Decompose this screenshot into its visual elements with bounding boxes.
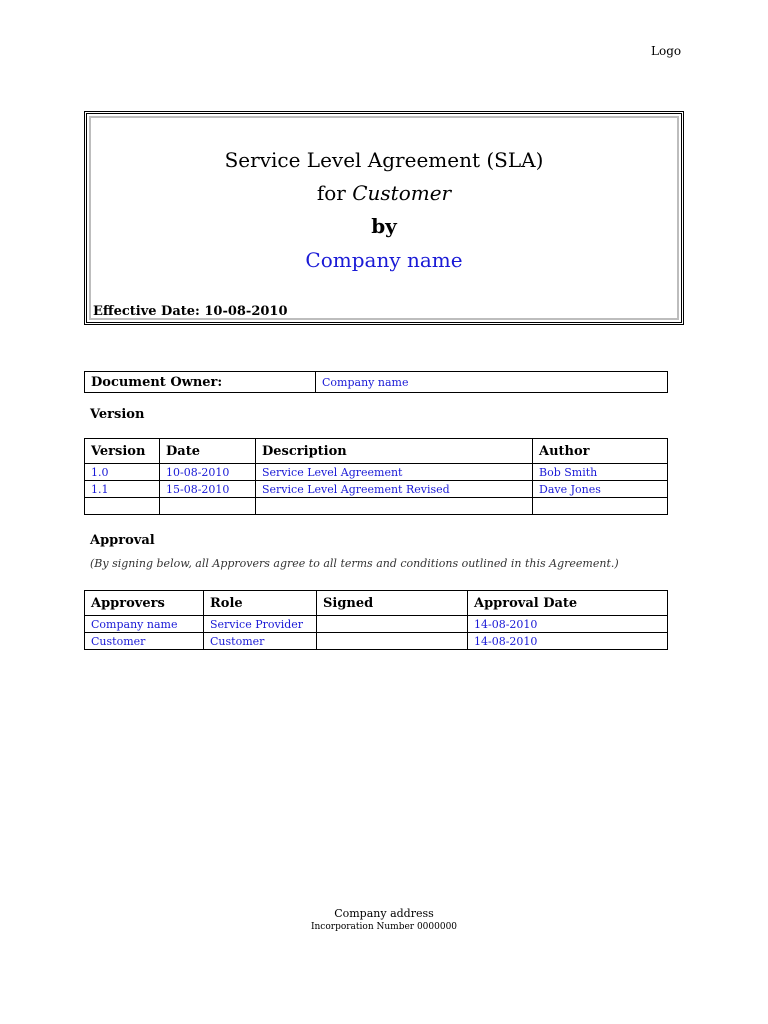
column-header: Date	[160, 439, 256, 464]
owner-value: Company name	[316, 372, 668, 393]
table-cell: Company name	[85, 616, 204, 633]
approval-table	[84, 590, 668, 650]
table-row	[85, 498, 668, 515]
table-cell: Customer	[85, 633, 204, 650]
document-title: Service Level Agreement (SLA)	[224, 148, 544, 172]
column-header: Approval Date	[468, 591, 668, 616]
column-header: Approvers	[85, 591, 204, 616]
table-cell: 1.0	[85, 464, 160, 481]
table-header-row	[85, 439, 668, 464]
table-cell: Service Level Agreement	[256, 464, 533, 481]
owner-label: Document Owner:	[85, 372, 316, 393]
logo: Logo	[651, 44, 682, 58]
table-cell: Bob Smith	[533, 464, 668, 481]
company-address: Company address	[334, 907, 434, 920]
title-box	[84, 111, 684, 325]
title-for-line	[87, 181, 681, 205]
signature-cell	[317, 616, 468, 633]
table-cell: 10-08-2010	[160, 464, 256, 481]
table-cell	[533, 498, 668, 515]
column-header: Signed	[317, 591, 468, 616]
column-header: Version	[85, 439, 160, 464]
document-owner-table	[84, 371, 668, 393]
title-for-prefix: for	[316, 181, 353, 205]
table-cell	[160, 498, 256, 515]
table-cell	[256, 498, 533, 515]
title-customer: Customer	[352, 181, 452, 205]
approval-heading: Approval	[90, 533, 155, 548]
table-cell: Dave Jones	[533, 481, 668, 498]
table-cell: 14-08-2010	[468, 616, 668, 633]
table-row	[85, 372, 668, 393]
table-cell: 14-08-2010	[468, 633, 668, 650]
incorporation-number: Incorporation Number 0000000	[310, 922, 458, 932]
table-cell: Customer	[204, 633, 317, 650]
table-header-row	[85, 591, 668, 616]
table-row	[85, 633, 668, 650]
approval-note: (By signing below, all Approvers agree to all terms and conditions outlined in this Agreement.)	[90, 557, 619, 570]
effective-date: Effective Date: 10-08-2010	[93, 304, 288, 319]
title-by: by	[371, 214, 397, 238]
table-cell: Service Provider	[204, 616, 317, 633]
version-heading: Version	[90, 407, 145, 422]
table-cell: Service Level Agreement Revised	[256, 481, 533, 498]
column-header: Author	[533, 439, 668, 464]
column-header: Description	[256, 439, 533, 464]
title-company-name: Company name	[305, 248, 463, 272]
table-row	[85, 464, 668, 481]
table-cell: 15-08-2010	[160, 481, 256, 498]
table-row	[85, 616, 668, 633]
version-table	[84, 438, 668, 515]
table-cell: 1.1	[85, 481, 160, 498]
column-header: Role	[204, 591, 317, 616]
signature-cell	[317, 633, 468, 650]
table-row	[85, 481, 668, 498]
table-cell	[85, 498, 160, 515]
